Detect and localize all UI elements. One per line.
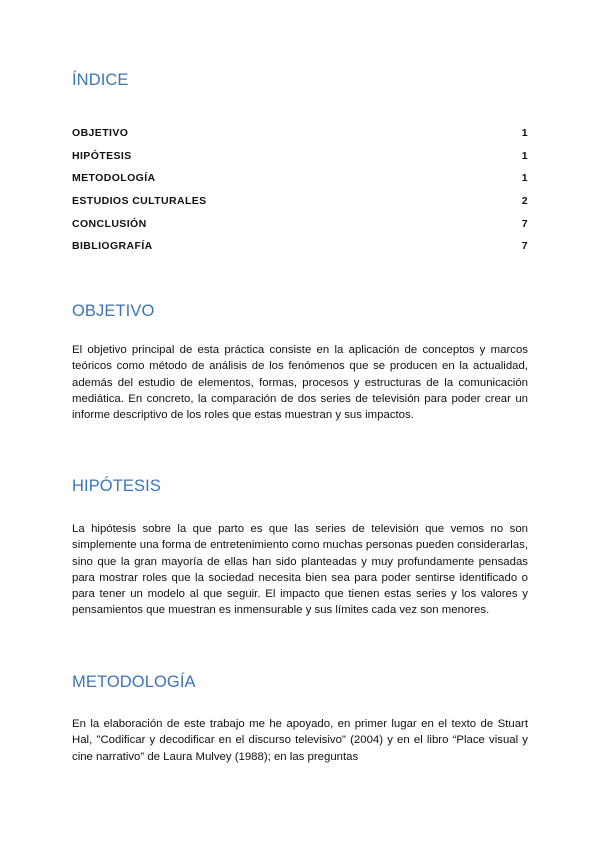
- toc-entry-label: HIPÓTESIS: [72, 149, 132, 162]
- toc-entry-label: CONCLUSIÓN: [72, 217, 147, 230]
- toc-entry-label: BIBLIOGRAFÍA: [72, 240, 153, 253]
- objetivo-paragraph: El objetivo principal de esta práctica consiste en la aplicación de conceptos y marcos teóricos como método de análisis de los fenómenos que se producen en la actualidad, además del estudio de elementos, formas, procesos y estructuras de la comunicación mediática. En concreto, la comparación de dos series de televisión para poder crear un informe descriptivo de los roles que estas muestran y sus impactos.: [72, 344, 528, 422]
- toc-entry-label: METODOLOGÍA: [72, 172, 156, 185]
- toc-entry-metodologia[interactable]: [72, 167, 528, 190]
- toc-entry-objetivo[interactable]: [72, 122, 528, 145]
- hipotesis-heading: HIPÓTESIS: [72, 477, 161, 495]
- toc-entry-page: 1: [521, 127, 528, 140]
- hipotesis-paragraph: La hipótesis sobre la que parto es que las series de televisión que vemos no son simplemente una forma de entretenimiento como muchas personas pueden considerarlas, sino que la gran mayoría de ellas han sido planteadas y muy profundamente pensadas para mostrar roles que la sociedad necesita bien sea para poder sentirse identificado o para tener un modelo al que seguir. El impacto que tienen estas series y los valores y pensamientos que muestran es inmensurable y sus límites cada vez son menores.: [72, 523, 528, 617]
- toc-entry-page: 1: [521, 149, 528, 162]
- index-heading: ÍNDICE: [72, 71, 129, 89]
- toc-entry-bibliografia[interactable]: [72, 235, 528, 258]
- toc-entry-page: 2: [521, 195, 528, 208]
- toc-entry-estudios-culturales[interactable]: [72, 190, 528, 213]
- objetivo-heading: OBJETIVO: [72, 302, 155, 320]
- toc-entry-page: 1: [521, 172, 528, 185]
- toc-entry-label: OBJETIVO: [72, 127, 129, 140]
- toc-entry-label: ESTUDIOS CULTURALES: [72, 195, 207, 208]
- table-of-contents: [72, 122, 528, 258]
- toc-entry-conclusion[interactable]: [72, 212, 528, 235]
- toc-entry-page: 7: [521, 217, 528, 230]
- metodologia-paragraph: En la elaboración de este trabajo me he apoyado, en primer lugar en el texto de Stuart Hal, "Codificar y decodificar en el discurso televisivo" (2004) y en el libro “Place visual y cine narrativo” de Laura Mulvey (1988); en las preguntas: [72, 718, 528, 763]
- toc-entry-page: 7: [521, 240, 528, 253]
- toc-entry-hipotesis[interactable]: [72, 145, 528, 168]
- metodologia-heading: METODOLOGÍA: [72, 673, 196, 691]
